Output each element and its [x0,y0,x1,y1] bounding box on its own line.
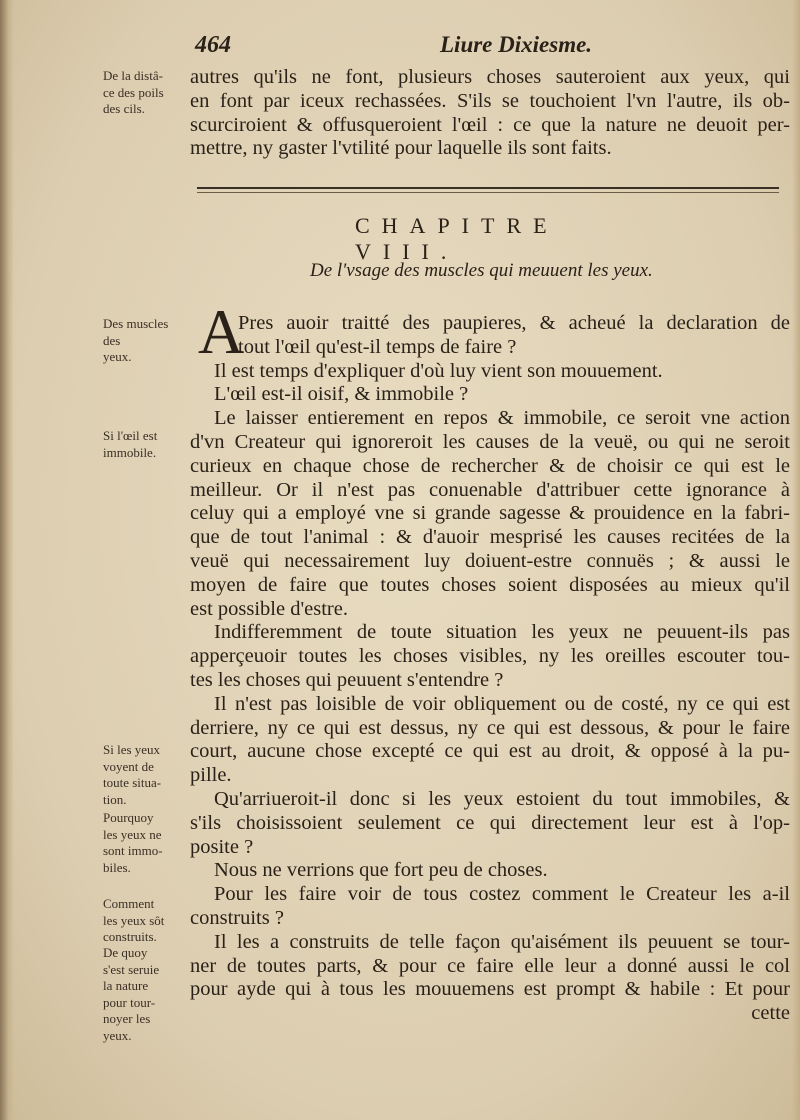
text-line: tout l'œil qu'est-il temps de faire ? [238,335,517,358]
body-text [190,312,790,1026]
margin-line: Comment [103,896,155,911]
section-divider [197,187,779,193]
text-line: Pour les faire voir de tous costez comment le Createur les a-il [214,883,790,906]
margin-line: yeux. [103,349,132,364]
margin-note-top [103,68,185,118]
margin-line: s'est seruie [103,961,160,977]
margin-line: Pourquoy [103,810,154,825]
text-line: d'vn Createur qui ignoreroit les causes de la veuë, ou qui ne seroit [190,430,790,453]
margin-line: Des muscles des [103,316,169,348]
text-line: curieux en chaque chose de rechercher & de choisir ce qui est le [190,454,790,477]
margin-line: Si l'œil est [103,428,158,443]
margin-line: pour tour- [103,994,156,1010]
text-line: meilleur. Or il n'est pas conuenable d'attribuer cette ignorance à [190,478,790,501]
margin-line: Si les yeux [103,742,161,757]
margin-note-turning [103,945,185,1044]
chapter-heading: CHAPITRE VIII. [355,213,559,264]
margin-line: yeux. [103,1027,132,1043]
text-line: que de tout l'animal : & d'auoir mesprisé les causes recitées de la [190,526,790,549]
text-line: Le laisser entierement en repos & immobile, ce seroit vne action [214,407,790,430]
margin-line: voyent de [103,758,154,774]
page-number: 464 [195,32,231,58]
margin-line: les yeux sôt [103,912,165,928]
text-line: construits ? [190,906,284,929]
text-line: est possible d'estre. [190,597,348,620]
text-line: posite ? [190,835,254,858]
text-line: celuy qui a employé vne si grande sagesse & prouidence en la fabri- [190,502,790,525]
text-line: Il n'est pas loisible de voir obliquement ou de costé, ny ce qui est [214,692,790,715]
text-line: apperçeuoir toutes les choses visibles, ny les oreilles escouter tou- [190,645,790,668]
text-line: tes les choses qui peuuent s'entendre ? [190,668,504,691]
text-line: L'œil est-il oisif, & immobile ? [214,383,469,406]
chapter-subtitle: De l'vsage des muscles qui meuuent les yeux. [310,260,653,281]
text-line: Nous ne verrions que fort peu de choses. [214,859,548,882]
page-spine-shadow [0,0,14,1120]
margin-line: De la distâ- [103,68,163,83]
text-line: s'ils choisissoient seulement ce qui directement leur est à l'op- [190,811,790,834]
catchword: cette [751,1002,790,1025]
running-head: Liure Dixiesme. [440,32,593,57]
text-line: en font par iceux rechassées. S'ils se touchoient l'vn l'autre, ils ob- [190,89,790,112]
text-line: mettre, ny gaster l'vtilité pour laquelle ils sont faits. [190,137,612,160]
margin-line: sont immo- [103,843,163,858]
drop-cap: A [198,296,245,367]
margin-note-constructed [103,896,185,946]
text-line: derriere, ny ce qui est dessus, ny ce qui est dessous, & pour le faire [190,716,790,739]
margin-line: construits. [103,929,157,944]
text-line: Pres auoir traitté des paupieres, & acheué la declaration de [238,312,790,334]
text-line: Il est temps d'expliquer d'où luy vient son mouuement. [214,359,663,382]
page-header [190,30,610,64]
text-line: moyen de faire que toutes choses soient disposées au mieux qu'il [190,573,790,596]
margin-line: biles. [103,859,131,875]
text-line: court, aucune chose excepté ce qui est au droit, & opposé à la pu- [190,740,790,763]
text-line: veuë qui necessairement luy doiuent-estre connuës ; & aussi le [190,549,790,572]
page-edge-shadow [792,0,800,1120]
text-line: autres qu'ils ne font, plusieurs choses sauteroient aux yeux, qui [190,66,790,88]
text-line: Indifferemment de toute situation les yeux ne peuuent-ils pas [214,621,790,644]
margin-line: tion. [103,791,127,807]
margin-note-situation [103,742,185,808]
top-paragraph [190,66,790,161]
text-line: Il les a construits de telle façon qu'aisément ils peuuent se tour- [214,930,790,953]
margin-line: toute situa- [103,775,162,790]
margin-note-not-immobile [103,810,185,876]
margin-line: immobile. [103,444,157,460]
margin-note-immobile [103,428,185,461]
margin-line: la nature [103,978,149,993]
margin-note-muscles [103,316,173,366]
margin-line: De quoy [103,945,148,960]
text-line: scurciroient & offusqueroient l'œil : ce que la nature ne deuoit per- [190,113,790,136]
text-line: pille. [190,764,232,787]
margin-line: ce des poils [103,84,164,100]
text-line: ner de toutes parts, & pour ce faire elle leur a donné aussi le col [190,954,790,977]
margin-line: les yeux ne [103,826,162,842]
text-line: Qu'arriueroit-il donc si les yeux estoient du tout immobiles, & [214,787,790,810]
margin-line: noyer les [103,1011,151,1026]
text-line: pour ayde qui à tous les mouuemens est prompt & habile : Et pour [190,978,790,1001]
margin-line: des cils. [103,101,145,116]
